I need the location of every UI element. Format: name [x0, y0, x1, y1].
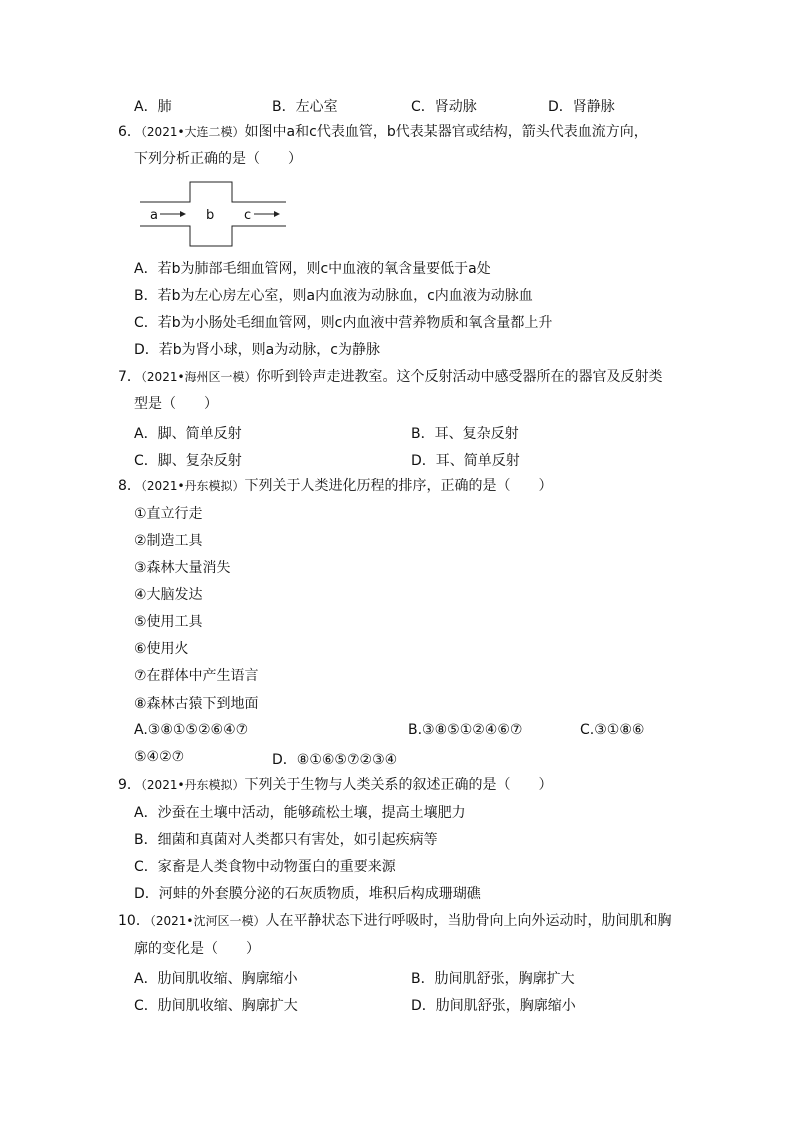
q8-item-6: ⑥使用火 [134, 641, 189, 657]
q10-number: 10． [118, 913, 150, 929]
blood-vessel-diagram [140, 180, 290, 250]
q9-stem-line1 [118, 776, 553, 794]
q6-source: （2021•大连二模） [140, 125, 245, 139]
q6-number: 6． [118, 124, 141, 140]
q10-option-b: B．肋间肌舒张，胸廓扩大 [411, 971, 575, 987]
q8-option-c-part1: C.③①⑧⑥ [580, 722, 645, 738]
q10-option-c: C．肋间肌收缩、胸廓扩大 [134, 998, 298, 1014]
q8-stem-line1 [118, 477, 553, 495]
q7-stem-line1 [118, 368, 663, 386]
q5-option-d: D．肾静脉 [548, 99, 615, 115]
q8-option-a: A.③⑧①⑤②⑥④⑦ [134, 722, 249, 738]
q10-source: （2021•沈河区一模） [149, 914, 266, 928]
q7-option-b: B．耳、复杂反射 [411, 426, 519, 442]
diagram-top-outline [140, 182, 286, 202]
q6-option-a: A．若b为肺部毛细血管网，则c中血液的氧含量要低于a处 [134, 261, 491, 277]
q9-option-d: D．河蚌的外套膜分泌的石灰质物质，堆积后构成珊瑚礁 [134, 886, 481, 902]
diagram-label-a: a [150, 208, 158, 223]
q6-option-c: C．若b为小肠处毛细血管网，则c内血液中营养物质和氧含量都上升 [134, 315, 553, 331]
q9-stem-text: 下列关于生物与人类关系的叙述正确的是（ ） [244, 777, 553, 793]
q8-item-4: ④大脑发达 [134, 587, 203, 603]
q8-item-2: ②制造工具 [134, 533, 203, 549]
diagram-label-c: c [244, 208, 252, 223]
q9-number: 9． [118, 777, 141, 793]
q8-stem-text: 下列关于人类进化历程的排序，正确的是（ ） [244, 478, 553, 494]
q7-source: （2021•海州区一模） [140, 370, 257, 384]
q7-option-c: C．脚、复杂反射 [134, 453, 242, 469]
q9-option-b: B．细菌和真菌对人类都只有害处，如引起疾病等 [134, 832, 438, 848]
q8-option-c-part2: ⑤④②⑦ [134, 749, 185, 765]
q8-source: （2021•丹东模拟） [140, 479, 245, 493]
q6-option-d: D．若b为肾小球，则a为动脉，c为静脉 [134, 342, 380, 358]
q5-option-c: C．肾动脉 [411, 99, 477, 115]
q8-option-d: D．⑧①⑥⑤⑦②③④ [272, 752, 398, 768]
arrow-a-head [180, 211, 186, 217]
q7-number: 7． [118, 369, 141, 385]
q7-stem-text: 你听到铃声走进教室。这个反射活动中感受器所在的器官及反射类 [256, 369, 663, 385]
q8-number: 8． [118, 478, 141, 494]
q6-stem-line1 [118, 123, 648, 141]
diagram-label-b: b [206, 208, 215, 223]
q6-stem-text: 如图中a和c代表血管，b代表某器官或结构，箭头代表血流方向， [244, 124, 648, 140]
arrow-c-head [274, 211, 280, 217]
q9-source: （2021•丹东模拟） [140, 778, 245, 792]
q6-stem-line2: 下列分析正确的是（ ） [134, 151, 302, 167]
diagram-bottom-outline [140, 226, 286, 246]
q7-option-a: A．脚、简单反射 [134, 426, 242, 442]
q6-option-b: B．若b为左心房左心室，则a内血液为动脉血，c内血液为动脉血 [134, 288, 533, 304]
q8-item-8: ⑧森林古猿下到地面 [134, 696, 259, 712]
q10-option-a: A．肋间肌收缩、胸廓缩小 [134, 971, 298, 987]
q5-option-a: A．肺 [134, 99, 172, 115]
q8-option-b: B.③⑧⑤①②④⑥⑦ [408, 722, 523, 738]
q10-stem-text: 人在平静状态下进行呼吸时，当肋骨向上向外运动时，肋间肌和胸 [265, 913, 672, 929]
q10-option-d: D．肋间肌舒张，胸廓缩小 [411, 998, 576, 1014]
q9-option-a: A．沙蚕在土壤中活动，能够疏松土壤，提高土壤肥力 [134, 805, 466, 821]
q5-option-b: B．左心室 [272, 99, 338, 115]
q7-stem-line2: 型是（ ） [134, 396, 218, 412]
q8-item-1: ①直立行走 [134, 506, 203, 522]
q10-stem-line2: 廓的变化是（ ） [134, 941, 260, 957]
q7-option-d: D．耳、简单反射 [411, 453, 520, 469]
q8-item-3: ③森林大量消失 [134, 560, 231, 576]
q9-option-c: C．家畜是人类食物中动物蛋白的重要来源 [134, 859, 396, 875]
q10-stem-line1 [118, 912, 671, 930]
q8-item-5: ⑤使用工具 [134, 614, 203, 630]
q8-item-7: ⑦在群体中产生语言 [134, 668, 259, 684]
